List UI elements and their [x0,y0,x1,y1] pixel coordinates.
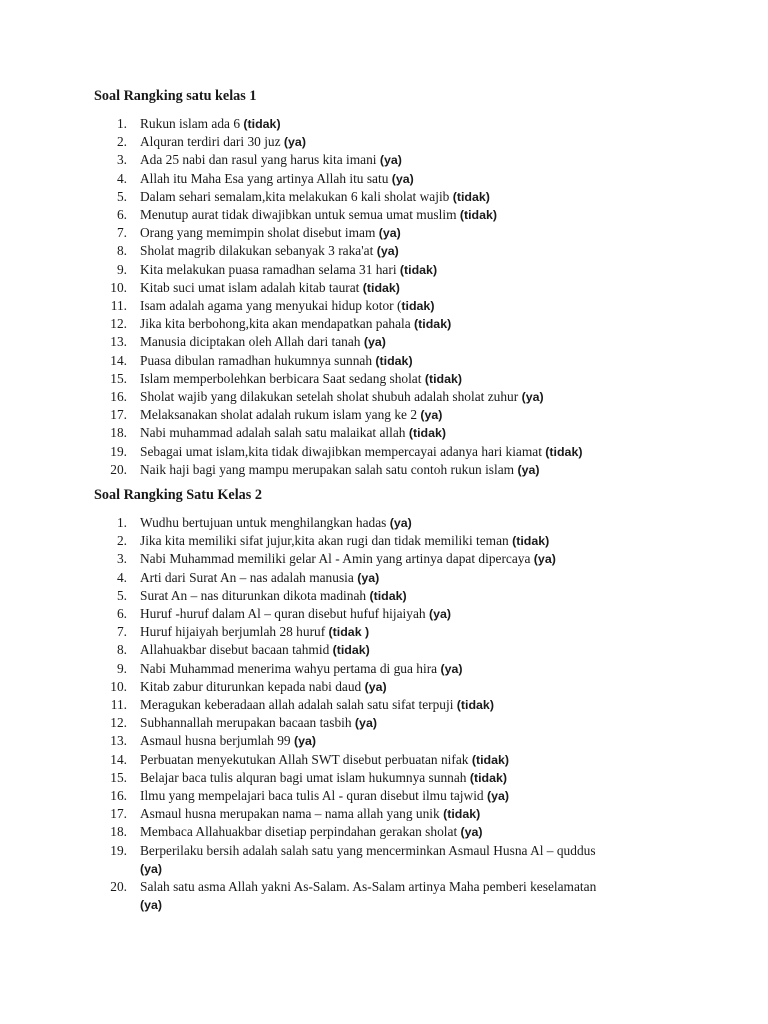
question-text: Subhannallah merupakan bacaan tasbih [140,715,355,731]
answer-label: (ya) [420,408,443,423]
answer-label: (tidak) [369,588,407,603]
list-item [94,461,734,479]
question-text: Huruf hijaiyah berjumlah 28 huruf [140,624,329,640]
question-text: Sholat wajib yang dilakukan setelah sholat shubuh adalah sholat zuhur [140,389,522,405]
item-number: 12. [110,316,127,332]
question-text: Allahuakbar disebut bacaan tahmid [140,642,333,658]
answer-label: (tidak ) [328,625,370,640]
question-text: Membaca Allahuakbar disetiap perpindahan gerakan sholat [140,824,461,840]
question-text: Rukun islam ada 6 [140,116,244,131]
item-number: 10. [110,678,127,694]
list-item [94,514,734,532]
item-number: 14. [110,352,127,368]
answer-label: (tidak) [471,752,510,767]
answer-label: (ya) [357,570,380,585]
item-number: 17. [110,407,127,423]
answer-label: (tidak) [459,208,498,223]
question-text: Salah satu asma Allah yakni As-Salam. As-Salam artinya Maha pemberi keselamatan [140,879,597,895]
list-item [94,279,734,297]
question-text: Huruf -huruf dalam Al – quran disebut hufuf hijaiyah [140,606,429,622]
item-number: 16. [110,389,127,405]
section-kelas-1 [94,87,734,479]
answer-label: (ya) [428,607,451,622]
answer-label: (tidak) [399,262,438,277]
list-item [94,587,734,605]
answer-label: (ya) [140,898,163,913]
item-number: 1. [116,515,127,530]
item-number: 13. [110,733,127,749]
question-text: Alquran terdiri dari 30 juz [140,134,284,150]
list-item [94,878,734,914]
item-number: 5. [116,587,127,603]
answer-label: (tidak) [332,643,370,658]
list-item [94,443,734,461]
item-number: 1. [116,116,127,131]
list-item [94,678,734,696]
question-text: Naik haji bagi yang mampu merupakan salah satu contoh rukun islam [140,461,518,477]
question-text: Jika kita berbohong,kita akan mendapatkan pahala [140,316,415,332]
answer-label: (ya) [533,552,556,567]
answer-label: (tidak) [362,280,400,295]
item-number: 20. [110,461,127,477]
item-number: 20. [110,879,127,895]
item-number: 13. [110,334,127,350]
question-text: Belajar baca tulis alquran bagi umat islam hukumnya sunnah [140,769,470,785]
answer-label: (tidak) [375,353,413,368]
question-text: Manusia diciptakan oleh Allah dari tanah [140,334,364,350]
list-item [94,242,734,260]
section-title: Soal Rangking satu kelas 1 [94,88,257,104]
list-item [94,388,734,406]
question-text: Asmaul husna merupakan nama – nama allah yang unik [140,806,444,822]
section-kelas-2 [94,486,734,914]
list-item [94,133,734,151]
item-number: 8. [116,243,127,259]
list-item [94,532,734,550]
item-number: 2. [116,134,127,150]
item-number: 5. [116,188,127,204]
list-item [94,641,734,659]
question-text: Kita melakukan puasa ramadhan selama 31 hari [140,261,400,277]
item-number: 17. [110,806,127,822]
question-list [94,514,734,914]
item-number: 7. [116,225,127,241]
list-item [94,769,734,787]
list-item [94,550,734,568]
item-number: 14. [110,751,127,767]
question-text: Nabi Muhammad memiliki gelar Al - Amin yang artinya dapat dipercaya [140,551,534,567]
question-list [94,115,734,479]
list-item [94,115,734,133]
list-item [94,170,734,188]
question-text: Dalam sehari semalam,kita melakukan 6 kali sholat wajib [140,188,453,204]
question-text: Orang yang memimpin sholat disebut imam [140,225,379,241]
answer-label: (tidak) [512,534,550,549]
list-item [94,424,734,442]
list-item [94,261,734,279]
list-item [94,751,734,769]
list-item [94,188,734,206]
item-number: 4. [116,170,127,186]
answer-label: (tidak) [414,317,452,332]
item-number: 4. [116,569,127,585]
item-number: 2. [116,533,127,549]
list-item [94,660,734,678]
item-number: 9. [116,261,127,277]
answer-label: (tidak) [408,426,447,441]
question-text: Islam memperbolehkan berbicara Saat sedang sholat [140,370,425,386]
question-text: Menutup aurat tidak diwajibkan untuk semua umat muslim [140,207,460,223]
question-text: Sholat magrib dilakukan sebanyak 3 raka'at [140,243,377,259]
question-text: Allah itu Maha Esa yang artinya Allah itu satu [140,170,392,186]
item-number: 15. [110,370,127,386]
list-item [94,787,734,805]
question-text: Sebagai umat islam,kita tidak diwajibkan mempercayai adanya hari kiamat [140,443,546,459]
item-number: 18. [110,824,127,840]
list-item [94,823,734,841]
question-text: Perbuatan menyekutukan Allah SWT disebut perbuatan nifak [140,751,472,767]
list-item [94,623,734,641]
question-text: Asmaul husna berjumlah 99 [140,733,294,749]
answer-label: (ya) [376,244,399,259]
list-item [94,333,734,351]
answer-label: (ya) [354,716,377,731]
question-text: Arti dari Surat An – nas adalah manusia [140,569,358,585]
answer-label: (tidak) [545,444,583,459]
question-text: Ilmu yang mempelajari baca tulis Al - quran disebut ilmu tajwid [140,788,487,804]
list-item [94,842,734,878]
answer-label: (tidak) [456,698,494,713]
question-text: Puasa dibulan ramadhan hukumnya sunnah [140,352,376,368]
answer-label: (tidak) [424,371,463,386]
list-item [94,805,734,823]
list-item [94,297,734,315]
answer-label: (tidak) [452,189,490,204]
question-text: Isam adalah agama yang menyukai hidup kotor ( [140,298,402,314]
answer-label: (ya) [378,226,401,241]
item-number: 11. [110,697,127,713]
item-number: 16. [110,788,127,804]
question-text: Wudhu bertujuan untuk menghilangkan hadas [140,515,390,530]
item-number: 3. [116,551,127,567]
answer-label: (ya) [391,171,414,186]
item-number: 10. [110,279,127,295]
question-text: Kitab zabur diturunkan kepada nabi daud [140,678,365,694]
question-text: Ada 25 nabi dan rasul yang harus kita imani [140,152,380,168]
item-number: 6. [116,207,127,223]
list-item [94,406,734,424]
item-number: 6. [116,606,127,622]
question-text: Berperilaku bersih adalah salah satu yang mencerminkan Asmaul Husna Al – quddus [140,842,596,858]
item-number: 15. [110,769,127,785]
question-text: Jika kita memiliki sifat jujur,kita akan rugi dan tidak memiliki teman [140,533,513,549]
answer-label: (ya) [364,679,387,694]
answer-label: (ya) [517,462,540,477]
item-number: 19. [110,842,127,858]
answer-label: (ya) [460,825,483,840]
question-text: Kitab suci umat islam adalah kitab taurat [140,279,363,295]
list-item [94,151,734,169]
item-number: 11. [110,298,127,314]
list-item [94,206,734,224]
answer-label: (ya) [363,335,386,350]
answer-label: (ya) [140,861,163,876]
answer-label: (ya) [293,734,317,749]
item-number: 3. [116,152,127,168]
question-text: Nabi muhammad adalah salah satu malaikat allah [140,425,409,441]
answer-label: (ya) [486,789,510,804]
answer-label: tidak) [401,299,435,314]
item-number: 8. [116,642,127,658]
question-text: Melaksanakan sholat adalah rukum islam yang ke 2 [140,407,421,423]
list-item [94,732,734,750]
item-number: 19. [110,443,127,459]
answer-label: (ya) [389,516,412,530]
section-title: Soal Rangking Satu Kelas 2 [94,487,262,503]
answer-label: (ya) [521,390,544,405]
answer-label: (ya) [440,661,463,676]
list-item [94,696,734,714]
item-number: 9. [116,660,127,676]
list-item [94,224,734,242]
question-text: Meragukan keberadaan allah adalah salah satu sifat terpuji [140,697,457,713]
list-item [94,352,734,370]
answer-label: (tidak) [443,807,481,822]
item-number: 7. [116,624,127,640]
list-item [94,370,734,388]
list-item [94,605,734,623]
list-item [94,714,734,732]
item-number: 18. [110,425,127,441]
list-item [94,315,734,333]
item-number: 12. [110,715,127,731]
answer-label: (ya) [283,135,306,150]
answer-label: (ya) [379,153,402,168]
answer-label: (tidak) [469,770,508,785]
question-text: Nabi Muhammad menerima wahyu pertama di gua hira [140,660,441,676]
list-item [94,569,734,587]
question-text: Surat An – nas diturunkan dikota madinah [140,587,370,603]
answer-label: (tidak) [243,117,281,131]
